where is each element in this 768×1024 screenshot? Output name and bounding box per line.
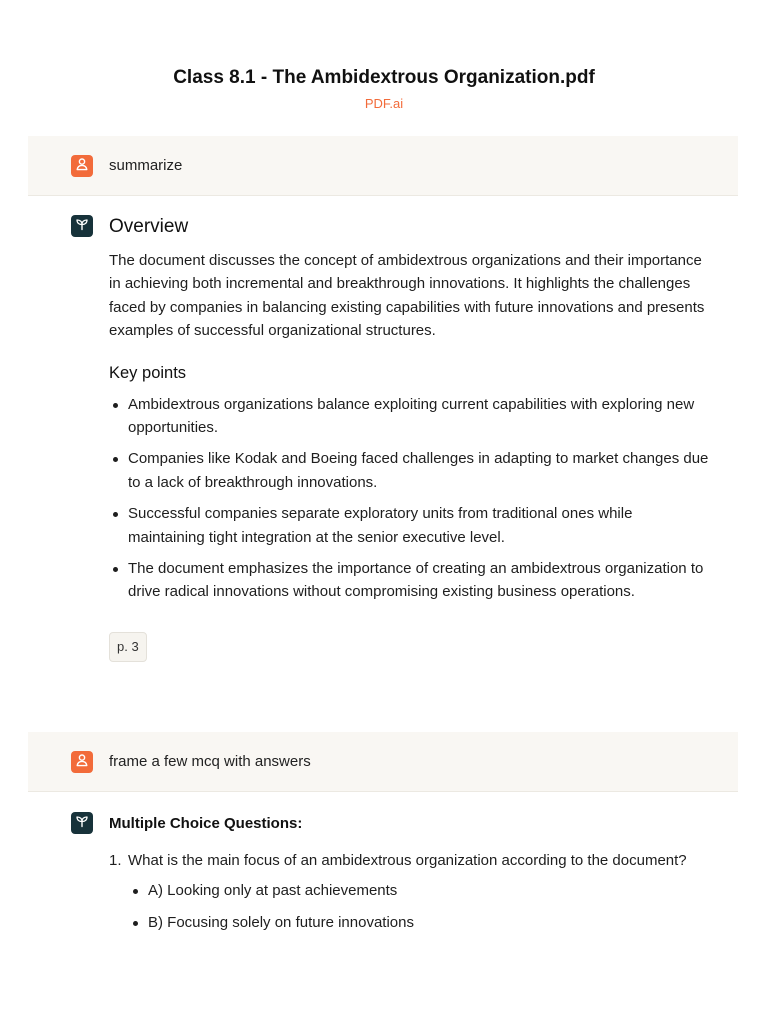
key-point-text: Companies like Kodak and Boeing faced challenges in adapting to market changes due to a lack of breakthrough innovations. <box>128 450 709 491</box>
option-list <box>128 879 709 934</box>
overview-heading: Overview <box>109 216 189 237</box>
option-text: B) Focusing solely on future innovations <box>148 913 414 931</box>
key-points-heading: Key points <box>109 363 187 382</box>
key-points-list <box>109 393 709 604</box>
question-number: 1. <box>109 852 122 869</box>
question-text: What is the main focus of an ambidextrous organization according to the document? <box>128 852 687 869</box>
user-message-text: summarize <box>109 157 183 174</box>
page-reference-chip[interactable]: p. 3 <box>109 632 147 662</box>
user-icon <box>75 753 89 772</box>
mcq-heading: Multiple Choice Questions: <box>109 815 303 832</box>
user-avatar <box>71 751 93 773</box>
brand-link[interactable]: PDF.ai <box>364 96 404 111</box>
list-item <box>128 879 709 902</box>
list-item <box>128 911 709 934</box>
key-point-text: Ambidextrous organizations balance exploiting current capabilities with exploring new opportunities. <box>128 395 695 437</box>
option-text: A) Looking only at past achievements <box>148 882 398 900</box>
list-item <box>109 447 709 494</box>
bullet-icon <box>133 921 138 926</box>
user-message <box>28 136 738 196</box>
sprout-icon <box>75 814 89 833</box>
bullet-icon <box>113 403 118 408</box>
bullet-icon <box>113 567 118 572</box>
user-icon <box>75 157 89 176</box>
list-item <box>109 557 709 604</box>
list-item <box>109 502 709 549</box>
overview-text: The document discusses the concept of ambidextrous organizations and their importance in achieving both incremental and breakthrough innovations. It highlights the challenges faced by companies in balancing existing capabilities with future innovations and presents examples of successful organizational structures. <box>109 252 705 340</box>
question-item <box>109 849 709 934</box>
bullet-icon <box>133 889 138 894</box>
bullet-icon <box>113 512 118 517</box>
key-point-text: The document emphasizes the importance of creating an ambidextrous organization to drive radical innovations without compromising existing business operations. <box>128 560 704 601</box>
assistant-message <box>109 215 709 662</box>
user-avatar <box>71 155 93 177</box>
key-point-text: Successful companies separate exploratory units from traditional ones while maintaining tight integration at the senior executive level. <box>128 505 633 546</box>
assistant-avatar <box>71 812 93 834</box>
assistant-message <box>109 814 709 942</box>
user-message <box>28 732 738 792</box>
user-message-text: frame a few mcq with answers <box>109 753 311 770</box>
header <box>0 0 768 112</box>
question-list <box>109 849 709 934</box>
assistant-avatar <box>71 215 93 237</box>
bullet-icon <box>113 457 118 462</box>
document-title: Class 8.1 - The Ambidextrous Organization.pdf <box>173 67 595 88</box>
sprout-icon <box>75 217 89 236</box>
list-item <box>109 393 709 440</box>
